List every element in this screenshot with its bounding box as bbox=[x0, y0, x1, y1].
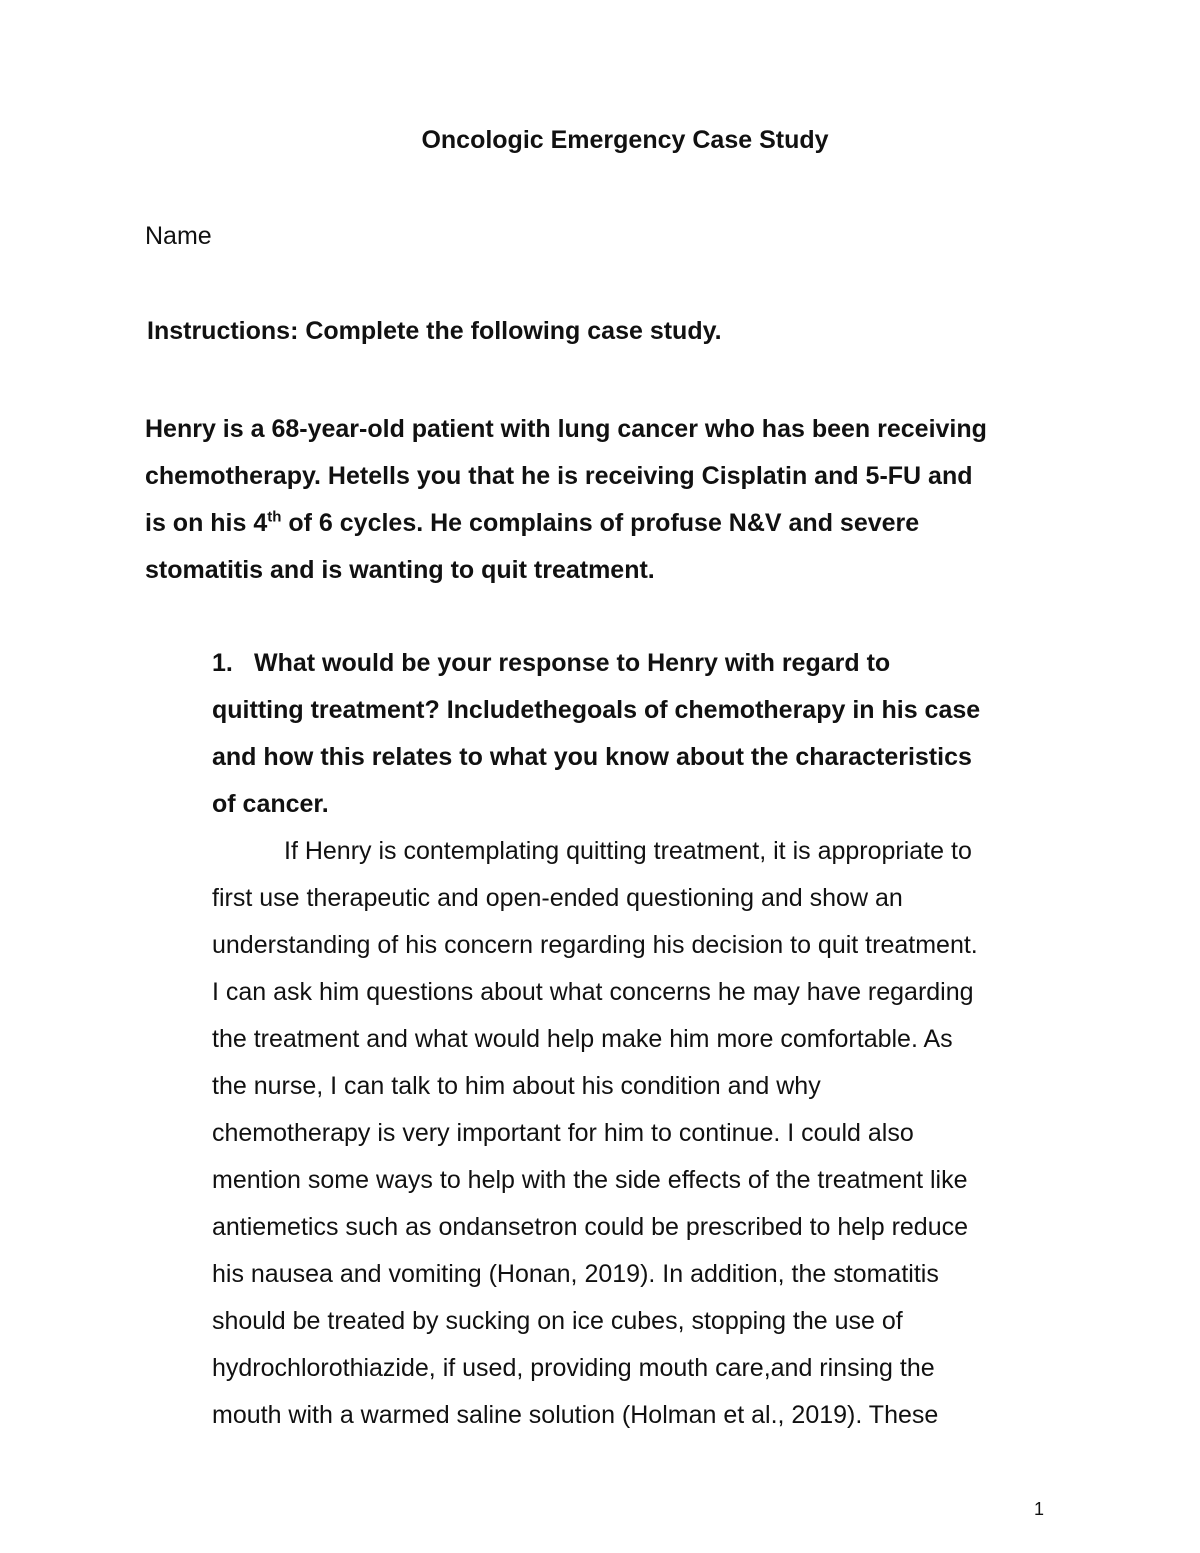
question-line: of cancer. bbox=[212, 790, 329, 818]
case-line-text: is on his 4 bbox=[145, 509, 268, 537]
answer-line: should be treated by sucking on ice cubes, stopping the use of bbox=[212, 1307, 903, 1335]
answer-line: mention some ways to help with the side effects of the treatment like bbox=[212, 1166, 968, 1194]
question-line: What would be your response to Henry with regard to bbox=[254, 649, 891, 677]
question-1 bbox=[212, 640, 1162, 828]
ordinal-superscript: th bbox=[267, 508, 282, 526]
answer-line: mouth with a warmed saline solution (Holman et al., 2019). These bbox=[212, 1401, 939, 1429]
name-label: Name bbox=[145, 222, 212, 250]
instructions-text: Instructions: Complete the following case study. bbox=[147, 317, 722, 345]
answer-line: his nausea and vomiting (Honan, 2019). In addition, the stomatitis bbox=[212, 1260, 939, 1288]
case-scenario bbox=[145, 406, 1145, 594]
question-number: 1. bbox=[212, 649, 233, 677]
answer-line: antiemetics such as ondansetron could be prescribed to help reduce bbox=[212, 1213, 969, 1241]
case-line: Henry is a 68-year-old patient with lung cancer who has been receiving bbox=[145, 415, 987, 443]
case-line-text: of 6 cycles. He complains of profuse N&V and severe bbox=[281, 509, 920, 537]
answer-line: understanding of his concern regarding his decision to quit treatment. bbox=[212, 931, 978, 959]
case-line: chemotherapy. Hetells you that he is receiving Cisplatin and 5-FU and bbox=[145, 462, 973, 490]
question-line: and how this relates to what you know about the characteristics bbox=[212, 743, 972, 771]
answer-line: chemotherapy is very important for him to continue. I could also bbox=[212, 1119, 914, 1147]
answer-line: the treatment and what would help make him more comfortable. As bbox=[212, 1025, 953, 1053]
answer-line: first use therapeutic and open-ended questioning and show an bbox=[212, 884, 903, 912]
document-title: Oncologic Emergency Case Study bbox=[421, 126, 829, 154]
answer-paragraph bbox=[212, 828, 1162, 1439]
question-line: quitting treatment? Includethegoals of chemotherapy in his case bbox=[212, 696, 981, 724]
answer-line: hydrochlorothiazide, if used, providing mouth care,and rinsing the bbox=[212, 1354, 935, 1382]
answer-line: the nurse, I can talk to him about his condition and why bbox=[212, 1072, 821, 1100]
case-line: stomatitis and is wanting to quit treatment. bbox=[145, 556, 655, 584]
answer-line: I can ask him questions about what concerns he may have regarding bbox=[212, 978, 974, 1006]
answer-line: If Henry is contemplating quitting treatment, it is appropriate to bbox=[284, 837, 972, 865]
case-line bbox=[145, 500, 1145, 547]
page-number: 1 bbox=[1034, 1499, 1045, 1519]
